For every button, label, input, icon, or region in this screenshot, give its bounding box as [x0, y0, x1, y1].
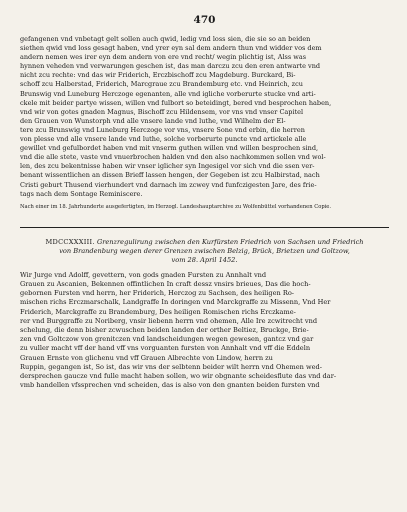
text-line: Wir Jurge vnd Adolff, gevettern, von gods gnaden Fursten zu Annhalt vnd [20, 270, 267, 279]
text-line: zen vnd Goltczow von grenitczen vnd landscheidungen wegen gewesen, gantcz vnd gar [20, 335, 314, 344]
heading-line-1: Grenzregulirung zwischen den Kurfürsten Friedrich von Sachsen und Friedrich [96, 237, 364, 246]
text-line: nicht zcu rechte: vnd das wir Friderich, Erczbischoff zcu Magdeburg. Burckard, Bi- [20, 71, 296, 80]
text-line: Brunswig vnd Luneburg Herczoge egenanten, alle vnd igliche vorberurte stucke vnd arti- [20, 89, 316, 98]
text-line: schoff zcu Halberstad, Friderich, Marcgraue zcu Brandemburg etc. vnd Heinrich, zcu [20, 80, 303, 89]
text-line: schelung, die denn bisher zcwuschen beiden landen der orther Beltiez, Bruckge, Brie- [20, 325, 309, 334]
section-divider [20, 227, 389, 228]
text-line: hynnen veheden vnd verwarungen geschen ist, das man darczu zcu den eren antwarte vnd [20, 62, 321, 71]
text-line: len, des zcu bekentnisse haben wir vnser iglicher syn Ingesigel vor sich vnd die ssen ver- [20, 162, 315, 171]
page-number: 470 [193, 14, 216, 26]
text-line: Grauen Ernste von glichenu vnd vff Grauen Albrechte von Lindow, herrn zu [20, 353, 273, 362]
document-numeral: MDCCXXXIII. [45, 237, 95, 246]
text-line: benant wissentlichen an dissen Brieff lassen hengen, der Gegeben ist zcu Halbirstad, nach [20, 171, 320, 180]
text-line: gebornen Fursten vnd herrn, her Friderich, Herczog zu Sachsen, des heiligen Ro- [20, 289, 295, 298]
text-line: Friderich, Marckgraffe zu Brandemburg, Des heiligen Romischen richs Erczkame- [20, 307, 296, 316]
text-line: mischen richs Erczmarschalk, Landgraffe In doringen vnd Marckgraffe zu Missenn, Vnd Her [20, 298, 331, 307]
text-line: tags nach dem Sontage Reminiscere. [20, 189, 143, 198]
text-line: Grauen zu Ascanien, Bekennen offintlichen In craft dessz vnsirs brieues, Das die hoch- [20, 279, 311, 288]
text-line: siethen qwid vnd loss gesagt haben, vnd yrer eyn sal dem andern thun vnd widder vos dem [20, 44, 322, 53]
text-line: gefangenen vnd vnbetagt gelt sollen auch qwid, ledig vnd loss sien, die sie so an beiden [20, 35, 311, 43]
text-line: vmb handellen vfssprechen vnd scheiden, das is also von den gnanten beiden fursten vnd [20, 381, 320, 390]
heading-line-3: vom 28. April 1452. [171, 255, 238, 264]
heading-line-2: von Brandenburg wegen derer Grenzen zwischen Belzig, Brück, Brietzen und Goltzow, [59, 246, 350, 255]
text-line: den Grauen von Wunstorph vnd alle vnsere lande vnd luthe, vnd Wilhelm der El- [20, 116, 286, 125]
text-line: rer vnd Burggraffe zu Noriberg, vnsir liebenn herrn vnd ohemen, Alle Ire zcwitrecht vnd [20, 316, 318, 325]
text-line: tere zcu Brunswig vnd Luneburg Herczoge vor vns, vnsere Sone vnd erbin, die herren [20, 125, 305, 134]
text-line: dersprechen gaucze vnd fulle macht haben sollen, wo wir obgnante scheidesflute das vnd dar- [20, 371, 337, 380]
text-line: andern nemen wes irer eyn dem andern von ere vnd recht/ wegin plichtig ist, Alss was [20, 53, 307, 62]
text-line: von plesse vnd alle vnsere lande vnd luthe, solche vorberurte puncte vnd artickele alle [20, 135, 307, 144]
text-line: gewillet vnd gefulbordet haben vnd mit vnserm guthen willen vnd willen besprochen sind, [20, 144, 319, 153]
text-line: Ruppin, gegangen ist, So ist, das wir vns der selbtenn beider wilt herrn vnd Ohemen wed- [20, 362, 322, 371]
top-text-block [20, 35, 389, 199]
source-footnote: Nach einer im 18. Jahrhunderte ausgefertigten, im Herzogl. Landeshauptarchive zu Wolfenbüttel vorhandenen Copie. [20, 203, 332, 210]
text-line: Cristi geburt Thusend vierhundert vnd darnach im zcwey vnd funfczigesten Jare, des frie- [20, 180, 317, 189]
text-line: vnd wir von gotes gnaden Magnus, Bischoff zcu Hildensem, vor vns vnd vnser Capitel [20, 107, 304, 116]
main-text-block [20, 271, 389, 391]
document-heading [20, 238, 389, 265]
text-line: zu vuller macht vff der hand vff vns vorguanten fursten von Annhalt vnd vff die Eddeln [20, 344, 311, 353]
text-line: ckele mit beider partye wissen, willen vnd fulbort so beteidingt, bered vnd besprochen haben, [20, 98, 332, 107]
text-line: vnd die alle stete, vaste vnd vnuerbrochen halden vnd den also nachkommen sollen vnd wol- [20, 153, 326, 162]
